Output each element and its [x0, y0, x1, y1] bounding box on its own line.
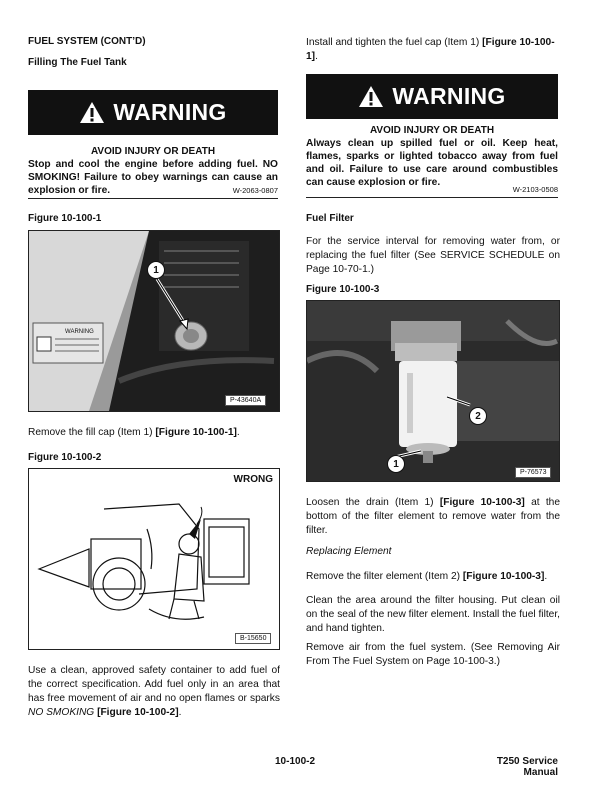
warning-text: Stop and cool the engine before adding fuel. NO SMOKING! Failure to obey warnings can cause an explosion or fire.: [28, 159, 278, 196]
warning-triangle-icon: [79, 101, 105, 124]
figure-reference: [Figure 10-100-3]: [462, 571, 545, 582]
fuel-filter-image: [307, 301, 559, 481]
warning-triangle-icon: [358, 85, 384, 108]
photo-code: P-43640A: [225, 395, 266, 406]
fuel-cap-photo: [28, 230, 280, 412]
callout-1: 1: [387, 455, 405, 473]
refueling-illustration: [28, 468, 280, 650]
callout-2: 2: [469, 407, 487, 425]
subsection-title: Filling The Fuel Tank: [28, 57, 127, 68]
warning-word: WARNING: [392, 83, 506, 109]
divider: [28, 198, 278, 199]
remove-air-paragraph: Remove air from the fuel system. (See Removing Air From The Fuel System on Page 10-100-3.): [306, 642, 560, 667]
fuel-filter-photo: [306, 300, 560, 482]
service-interval-paragraph: For the service interval for removing water from, or replacing the fuel filter (See SERVICE SCHEDULE on Page 10-70-1.): [306, 236, 560, 275]
loosen-drain-paragraph: Loosen the drain (Item 1) [Figure 10-100-3] at the bottom of the filter element to remove water from the filter.: [306, 497, 561, 536]
replacing-element-title: Replacing Element: [306, 546, 392, 557]
warning-title: AVOID INJURY OR DEATH: [369, 125, 495, 136]
remove-fill-cap-paragraph: Remove the fill cap (Item 1) [Figure 10-100-1].: [28, 427, 240, 438]
warning-code: W-2063-0807: [232, 186, 278, 195]
divider: [306, 197, 558, 198]
page-number: 10-100-2: [275, 756, 316, 767]
figure-caption: Figure 10-100-2: [28, 452, 102, 463]
clean-area-paragraph: Clean the area around the filter housing. Put clean oil on the seal of the new filter element. Install the fuel filter, and hand tighten.: [306, 595, 560, 634]
safety-container-paragraph: Use a clean, approved safety container to add fuel of the correct specification. Add fuel only in an area that has free movement of air and no open flames or sparks NO SMOKING [Figure 10-100-2].: [28, 665, 280, 718]
warning-code: W-2103-0508: [512, 185, 558, 194]
warning-banner: [306, 74, 558, 119]
remove-filter-paragraph: Remove the filter element (Item 2) [Figure 10-100-3].: [306, 571, 548, 582]
callout-1: 1: [147, 261, 165, 279]
no-smoking-text: NO SMOKING: [28, 707, 95, 718]
figure-reference: [Figure 10-100-3]: [439, 497, 525, 508]
fuel-filter-title: Fuel Filter: [306, 213, 354, 224]
figure-reference: [Figure 10-100-1]: [155, 427, 237, 438]
warning-banner: [28, 90, 278, 135]
warning-word: WARNING: [113, 99, 227, 125]
fuel-cap-illustration: [29, 231, 279, 411]
warning-text: Always clean up spilled fuel or oil. Keep heat, flames, sparks or lighted tobacco away from fuel and oil. Failure to use care around combustibles can cause explosion or fire.: [306, 138, 558, 188]
wrong-label: WRONG: [233, 474, 273, 485]
smoking-refuel-drawing: [29, 469, 279, 649]
figure-caption: Figure 10-100-1: [28, 213, 102, 224]
figure-caption: Figure 10-100-3: [306, 284, 380, 295]
install-cap-paragraph: Install and tighten the fuel cap (Item 1) [Figure 10-100-1].: [306, 37, 555, 62]
illustration-code: B-15650: [235, 633, 271, 644]
section-title: FUEL SYSTEM (CONT’D): [28, 36, 146, 47]
photo-code: P-76573: [515, 467, 551, 478]
decal-warning-text: WARNING: [65, 329, 94, 335]
figure-reference: [Figure 10-100-2]: [94, 707, 179, 718]
warning-title: AVOID INJURY OR DEATH: [90, 146, 216, 157]
manual-title: T250 Service Manual: [496, 756, 558, 778]
figure-reference: [Figure 10-100-1]: [306, 37, 555, 62]
